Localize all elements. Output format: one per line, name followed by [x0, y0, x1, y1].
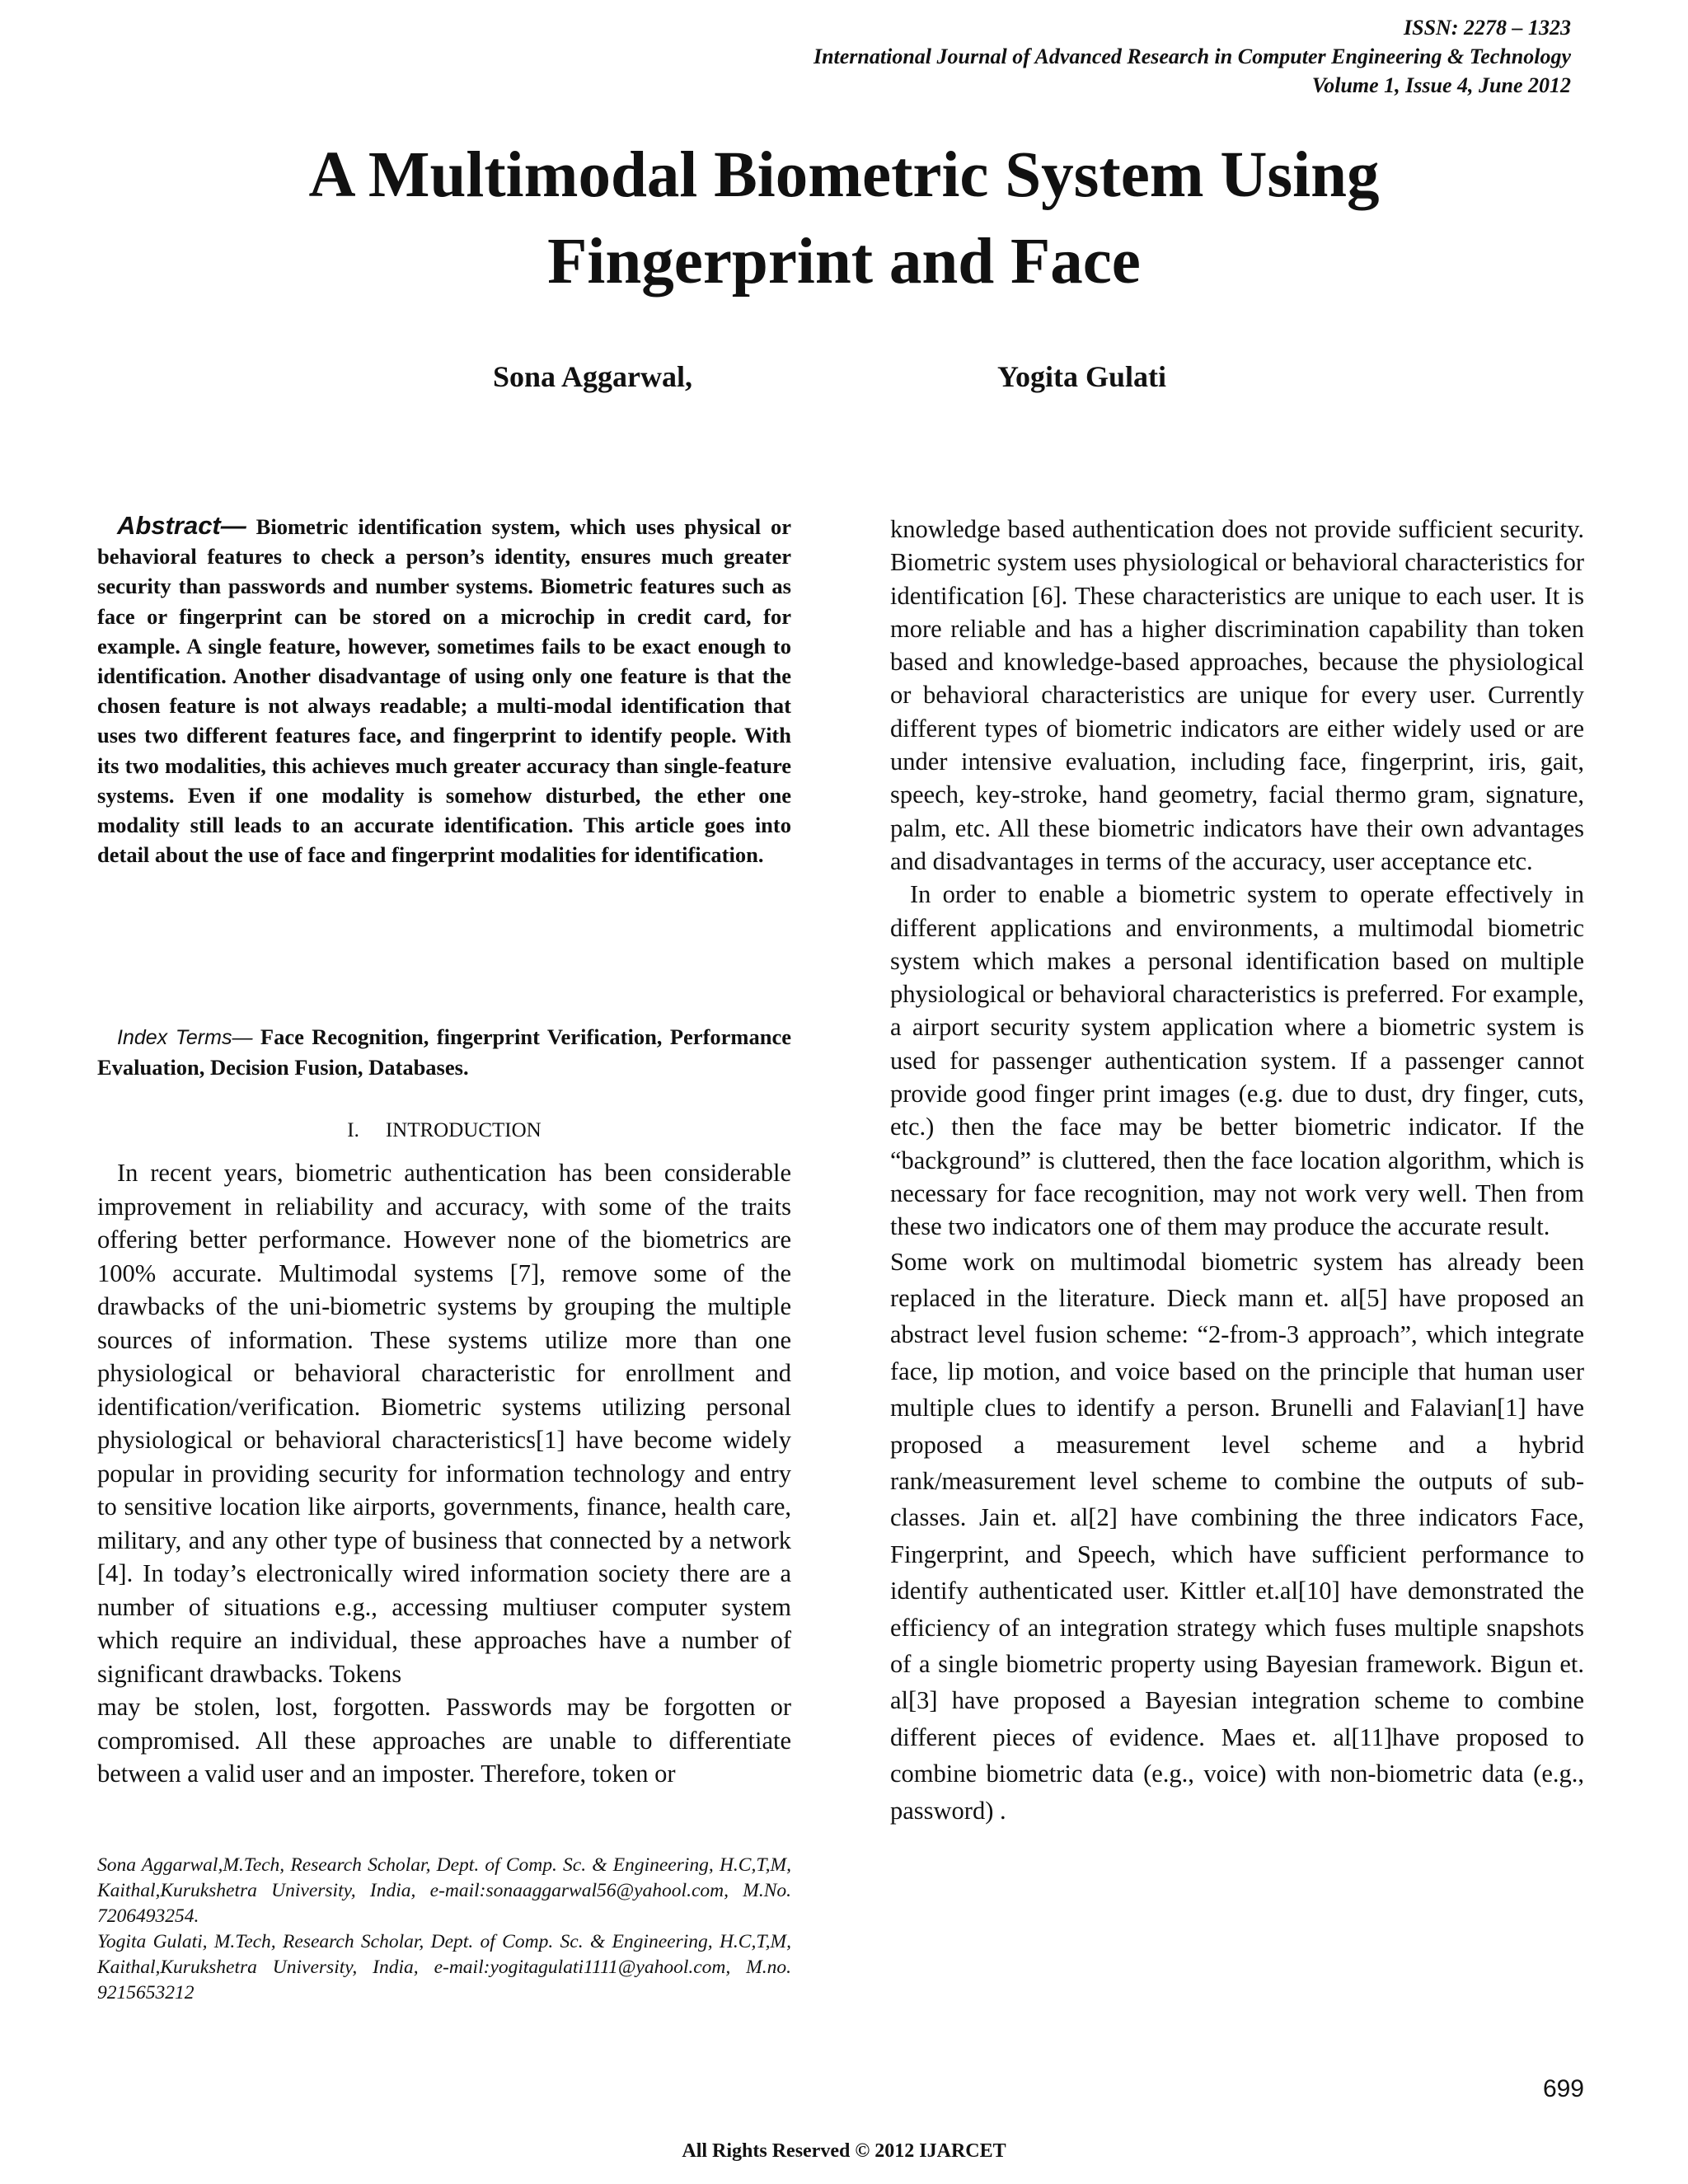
footnote-author-1: Sona Aggarwal,M.Tech, Research Scholar, Dept. of Comp. Sc. & Engineering, H.C,T,M, Kaithal,Kurukshetra University, India, e-mail:sonaaggarwal56@yahool.com, M.No. 7206493254. [97, 1854, 791, 1927]
page-number: 699 [1542, 2075, 1584, 2102]
author-1: Sona Aggarwal, [493, 360, 693, 393]
volume-line: Volume 1, Issue 4, June 2012 [1311, 73, 1571, 97]
right-paragraph-2: In order to enable a biometric system to operate effectively in different applications and environments, a multimodal biometric system which makes a personal identification based on multiple physiological or behavioral characteristics is preferred. For example, a airport security system application where a biometric system is used for passenger authentication system. If a passenger cannot provide good finger print images (e.g. due to dust, dry finger, cuts, etc.) then the face may be better biometric indicator. If the “background” is cluttered, then the face location algorithm, which is necessary for face recognition, may not work very well. Then from these two indicators one of them may produce the accurate result. [890, 880, 1584, 1241]
footnote-author-2: Yogita Gulati, M.Tech, Research Scholar, Dept. of Comp. Sc. & Engineering, H.C,T,M, Kaithal,Kurukshetra University, India, e-mail:yogitagulati1111@yahool.com, M.no. 9215653212 [97, 1931, 791, 2004]
abstract-text: Biometric identification system, which uses physical or behavioral features to check a person’s identity, ensures much greater security than passwords and number systems. Biometric features such as face or fingerprint can be stored on a microchip in credit card, for example. A single feature, however, sometimes fails to be exact enough to identification. Another disadvantage of using only one feature is that the chosen feature is not always readable; a multi-modal identification that uses two different features face, and fingerprint to identify people. With its two modalities, this achieves much greater accuracy than single-feature systems. Even if one modality is somehow disturbed, the ether one modality still leads to an accurate identification. This article goes into detail about the use of face and fingerprint modalities for identification. [97, 514, 791, 868]
paper-title [0, 132, 1688, 305]
intro-paragraph-2: may be stolen, lost, forgotten. Passwords may be forgotten or compromised. All these approaches are unable to differentiate between a valid user and an imposter. Therefore, token or [97, 1693, 791, 1788]
abstract-lead: Abstract— [117, 511, 246, 540]
intro-paragraph-1: In recent years, biometric authentication has been considerable improvement in reliability and accuracy, with some of the traits offering better performance. However none of the biometrics are 100% accurate. Multimodal systems [7], remove some of the drawbacks of the uni-biometric systems by grouping the multiple sources of information. These systems utilize more than one physiological or behavioral characteristic for enrollment and identification/verification. Biometric systems utilizing personal physiological or behavioral characteristics[1] have become widely popular in providing security for information technology and entry to sensitive location like airports, governments, finance, health care, military, and any other type of business that connected by a network [4]. In today’s electronically wired information society there are a number of situations e.g., accessing multiuser computer system which require an individual, these approaches have a number of significant drawbacks. Tokens [97, 1159, 791, 1688]
copyright-footer: All Rights Reserved © 2012 IJARCET [682, 2140, 1006, 2162]
right-paragraph-3: Some work on multimodal biometric system has already been replaced in the literature. Dieck mann et. al[5] have proposed an abstract level fusion scheme: “2-from-3 approach”, which integrate face, lip motion, and voice based on the principle that human user multiple clues to identify a person. Brunelli and Falavian[1] have proposed a measurement level scheme and a hybrid rank/measurement level scheme to combine the outputs of sub-classes. Jain et. al[2] have combining the three indicators Face, Fingerprint, and Speech, which have sufficient performance to identify authenticated user. Kittler et.al[10] have demonstrated the efficiency of an integration strategy which fuses multiple snapshots of a single biometric property using Bayesian framework. Bigun et. al[3] have proposed a Bayesian integration scheme to combine different pieces of evidence. Maes et. al[11]have proposed to combine biometric data (e.g., voice) with non-biometric data (e.g., password) . [890, 1247, 1584, 1825]
journal-header [814, 13, 1571, 100]
title-line-1: A Multimodal Biometric System Using [308, 139, 1380, 211]
section-number: I. [347, 1119, 359, 1141]
issn-line: ISSN: 2278 – 1323 [1404, 16, 1571, 40]
index-terms-text: Face Recognition, fingerprint Verification, Performance Evaluation, Decision Fusion, Databases. [97, 1024, 791, 1080]
author-footnotes [97, 1853, 791, 2006]
title-line-2: Fingerprint and Face [547, 226, 1141, 298]
index-terms [97, 1022, 791, 1082]
section-title: INTRODUCTION [385, 1119, 542, 1141]
index-terms-lead: Index Terms— [117, 1026, 253, 1049]
introduction-text [97, 1156, 791, 1791]
right-paragraph-1: knowledge based authentication does not provide sufficient security. Biometric system uses physiological or behavioral characteristics for identification [6]. These characteristics are unique to each user. It is more reliable and has a higher discrimination capability than token based and knowledge-based approaches, because the physiological or behavioral characteristics are unique for every user. Currently different types of biometric indicators are either widely used or are under intensive evaluation, including face, fingerprint, iris, gait, speech, key-stroke, hand geometry, facial thermo gram, signature, palm, etc. All these biometric indicators have their own advantages and disadvantages in terms of the accuracy, user acceptance etc. [890, 515, 1584, 875]
right-column-text [890, 513, 1584, 1829]
journal-name-line: International Journal of Advanced Research in Computer Engineering & Technology [813, 45, 1571, 68]
section-heading [97, 1119, 791, 1142]
author-2: Yogita Gulati [997, 360, 1167, 393]
abstract [97, 511, 791, 869]
